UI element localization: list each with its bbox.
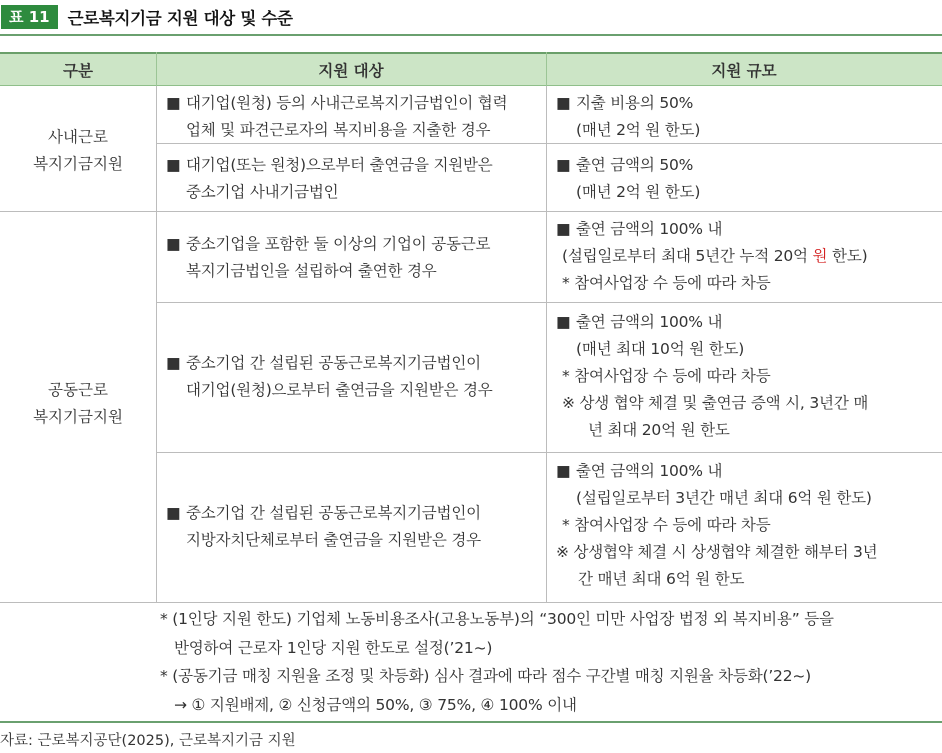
scale-cell xyxy=(556,90,936,144)
column-divider xyxy=(546,86,547,602)
row-divider xyxy=(156,452,942,453)
scale-note: * 참여사업장 수 등에 따라 차등 xyxy=(562,367,771,385)
scale-note: ※ 상생협약 체결 시 상생협약 체결한 해부터 3년 xyxy=(556,543,878,561)
category-line: 공동근로 xyxy=(48,381,108,399)
scale-highlight-text: 원 xyxy=(812,247,828,265)
target-cell xyxy=(166,152,542,206)
scale-cell xyxy=(556,216,938,297)
scale-note: * 참여사업장 수 등에 따라 차등 xyxy=(562,274,771,292)
column-header-label: 지원 규모 xyxy=(711,61,777,80)
bullet-icon: ■ xyxy=(556,220,571,238)
target-text: 중소기업 간 설립된 공동근로복지기금법인이 xyxy=(186,354,481,372)
header-divider xyxy=(156,52,157,86)
target-text: 복지기금법인을 설립하여 출연한 경우 xyxy=(186,262,437,280)
target-text: 업체 및 파견근로자의 복지비용을 지출한 경우 xyxy=(186,121,491,139)
scale-text: (매년 최대 10억 원 한도) xyxy=(576,340,745,358)
column-header-category xyxy=(0,52,156,86)
bullet-icon: ■ xyxy=(166,94,181,112)
table-number-badge: 표 11 xyxy=(1,5,58,29)
scale-note: * 참여사업장 수 등에 따라 차등 xyxy=(562,516,771,534)
scale-text: (매년 2억 원 한도) xyxy=(576,121,701,139)
target-text: 대기업(또는 원청)으로부터 출연금을 지원받은 xyxy=(186,156,493,174)
scale-text: 출연 금액의 50% xyxy=(576,156,694,174)
scale-note: 년 최대 20억 원 한도 xyxy=(588,421,730,439)
table-title-row xyxy=(0,4,293,30)
title-rule xyxy=(0,34,942,36)
scale-text: (설립일로부터 3년간 매년 최대 6억 원 한도) xyxy=(576,489,872,507)
bullet-icon: ■ xyxy=(166,156,181,174)
category-line: 복지기금지원 xyxy=(33,408,123,426)
scale-note: ※ 상생 협약 체결 및 출연금 증액 시, 3년간 매 xyxy=(562,394,869,412)
column-divider xyxy=(156,86,157,602)
target-text: 중소기업을 포함한 둘 이상의 기업이 공동근로 xyxy=(186,235,491,253)
bullet-icon: ■ xyxy=(556,156,571,174)
target-text: 중소기업 사내기금법인 xyxy=(186,183,339,201)
scale-cell xyxy=(556,152,936,206)
column-header-target xyxy=(156,52,546,86)
scale-text: 한도) xyxy=(827,247,868,265)
scale-text: (매년 2억 원 한도) xyxy=(576,183,701,201)
category-cell-inhouse xyxy=(0,124,156,178)
category-line: 복지기금지원 xyxy=(33,155,123,173)
target-cell xyxy=(166,350,542,404)
target-cell xyxy=(166,231,542,285)
table-bottom-rule xyxy=(0,721,942,723)
header-divider xyxy=(546,52,547,86)
bullet-icon: ■ xyxy=(556,313,571,331)
scale-text: 출연 금액의 100% 내 xyxy=(576,220,723,238)
bullet-icon: ■ xyxy=(556,94,571,112)
category-cell-joint xyxy=(0,377,156,431)
note-line: * (1인당 지원 한도) 기업체 노동비용조사(고용노동부)의 “300인 미만 사업장 법정 외 복지비용” 등을 xyxy=(160,610,834,628)
row-divider xyxy=(156,302,942,303)
scale-text: 출연 금액의 100% 내 xyxy=(576,313,723,331)
scale-text: (설립일로부터 최대 5년간 누적 20억 xyxy=(562,247,813,265)
notes-cell xyxy=(160,605,940,719)
column-header-label: 구분 xyxy=(63,61,93,80)
bullet-icon: ■ xyxy=(166,235,181,253)
notes-divider xyxy=(0,602,942,603)
target-cell xyxy=(166,500,542,554)
target-cell xyxy=(166,90,542,144)
note-line: * (공동기금 매칭 지원율 조정 및 차등화) 심사 결과에 따라 점수 구간별 매칭 지원율 차등화(’22~) xyxy=(160,667,812,685)
table-title: 근로복지기금 지원 대상 및 수준 xyxy=(67,9,293,28)
note-line: → ① 지원배제, ② 신청금액의 50%, ③ 75%, ④ 100% 이내 xyxy=(174,695,577,714)
bullet-icon: ■ xyxy=(556,462,571,480)
scale-note: 간 매년 최대 6억 원 한도 xyxy=(578,570,745,588)
target-text: 대기업(원청)으로부터 출연금을 지원받은 경우 xyxy=(186,381,493,399)
scale-text: 지출 비용의 50% xyxy=(576,94,694,112)
column-header-label: 지원 대상 xyxy=(318,61,384,80)
target-text: 중소기업 간 설립된 공동근로복지기금법인이 xyxy=(186,504,481,522)
target-text: 대기업(원청) 등의 사내근로복지기금법인이 협력 xyxy=(186,94,508,112)
target-text: 지방자치단체로부터 출연금을 지원받은 경우 xyxy=(186,531,481,549)
group-divider xyxy=(0,211,942,212)
note-line: 반영하여 근로자 1인당 지원 한도로 설정(’21~) xyxy=(174,638,493,657)
column-header-scale xyxy=(546,52,942,86)
bullet-icon: ■ xyxy=(166,504,181,522)
source-caption: 자료: 근로복지공단(2025), 근로복지기금 지원 xyxy=(0,733,296,749)
category-line: 사내근로 xyxy=(48,128,108,146)
scale-cell xyxy=(556,458,938,593)
scale-cell xyxy=(556,309,938,444)
scale-text: 출연 금액의 100% 내 xyxy=(576,462,723,480)
support-table xyxy=(0,52,942,712)
bullet-icon: ■ xyxy=(166,354,181,372)
